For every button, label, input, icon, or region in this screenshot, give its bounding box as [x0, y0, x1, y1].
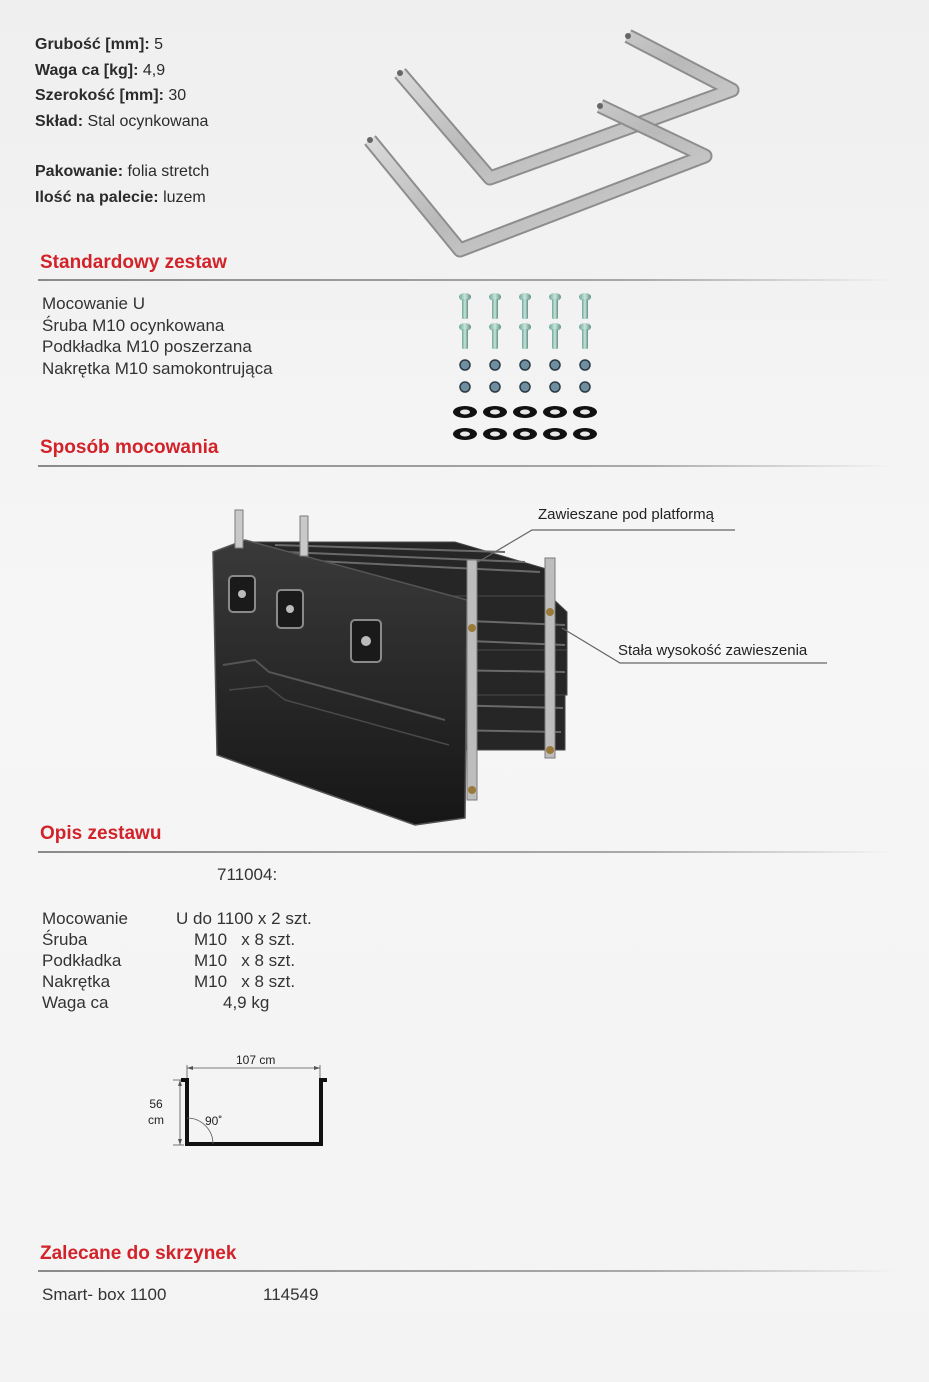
list-item: Podkładka M10 poszerzana [42, 337, 252, 356]
callout-hung-under-platform: Zawieszane pod platformą [538, 506, 714, 523]
u-profile-drawing [170, 1060, 335, 1155]
section-divider [38, 851, 894, 853]
spec-material: Skład: Stal ocynkowana [35, 112, 209, 130]
set-table [42, 908, 362, 1013]
section-divider [38, 1270, 894, 1272]
spec-list [35, 32, 209, 210]
table-row: Mocowanie U do 1100 x 2 szt. [42, 909, 312, 928]
spec-thickness: Grubość [mm]: 5 [35, 36, 164, 53]
list-item: Śruba M10 ocynkowana [42, 315, 225, 335]
section-recommended: Zalecane do skrzynek [40, 1243, 237, 1264]
spec-weight: Waga ca [kg]: 4,9 [35, 61, 166, 79]
drawing-height-label: 56 cm [148, 1097, 164, 1127]
table-row: Śruba M10 x 8 szt. [42, 930, 296, 949]
callout-fixed-height: Stała wysokość zawieszenia [618, 642, 808, 659]
table-row: Nakrętka M10 x 8 szt. [42, 972, 296, 991]
spec-packing: Pakowanie: folia stretch [35, 163, 210, 180]
section-divider [38, 279, 894, 281]
table-row: Podkładka M10 x 8 szt. [42, 951, 296, 970]
spec-pallet: Ilość na palecie: luzem [35, 188, 206, 206]
section-set-description: Opis zestawu [40, 823, 162, 844]
drawing-width-label: 107 cm [236, 1053, 276, 1067]
section-mounting-method: Sposób mocowania [40, 437, 219, 458]
recommended-box-code: 114549 [263, 1285, 319, 1304]
u-bracket-image [360, 28, 750, 258]
section-standard-set: Standardowy zestaw [40, 252, 227, 273]
set-code: 711004: [217, 865, 278, 884]
standard-set-list [42, 293, 273, 379]
section-divider [38, 465, 894, 467]
recommended-box-name: Smart- box 1100 [42, 1285, 167, 1304]
hardware-image [448, 290, 608, 445]
table-row: Waga ca 4,9 kg [42, 993, 270, 1012]
spec-width: Szerokość [mm]: 30 [35, 87, 187, 104]
list-item: Mocowanie U [42, 294, 145, 313]
list-item: Nakrętka M10 samokontrująca [42, 358, 273, 378]
drawing-angle-label: 90˚ [205, 1114, 223, 1128]
